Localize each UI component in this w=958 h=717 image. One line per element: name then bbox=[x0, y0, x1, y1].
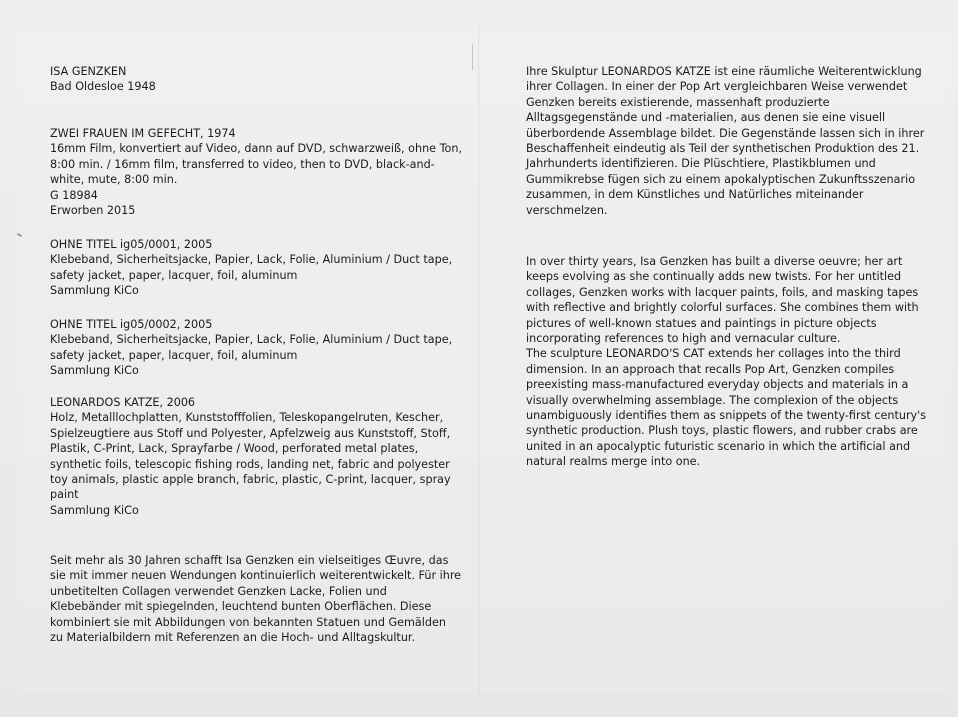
work-entry-zwei-frauen bbox=[50, 126, 463, 218]
paragraph-line: Jahrhunderts identifizieren. Die Plüschtiere, Plastikblumen und bbox=[526, 157, 876, 171]
paragraph-line: überbordende Assemblage bildet. Die Gegenstände lassen sich in ihrer bbox=[526, 126, 925, 140]
work-detail-line: safety jacket, paper, lacquer, foil, aluminum bbox=[50, 348, 298, 362]
paragraph-line: Gummikrebse fügen sich zu einem apokalyptischen Zukunftsszenario bbox=[526, 172, 916, 186]
work-detail-line: Holz, Metalllochplatten, Kunststofffolien, Teleskopangelruten, Kescher, bbox=[50, 411, 444, 425]
work-detail-line: Klebeband, Sicherheitsjacke, Papier, Lack, Folie, Aluminium / Duct tape, bbox=[50, 333, 453, 347]
paragraph-line: Beschaffenheit eindeutig als Teil der synthetischen Produktion des 21. bbox=[526, 142, 920, 156]
artist-block bbox=[50, 64, 450, 95]
work-detail-line: safety jacket, paper, lacquer, foil, aluminum bbox=[50, 268, 298, 282]
paragraph-line: Klebebänder mit spiegelnden, leuchtend bunten Oberflächen. Diese bbox=[50, 600, 432, 614]
work-collection: Sammlung KiCo bbox=[50, 284, 139, 298]
paragraph-line: zu Materialbildern mit Referenzen an die Hoch- und Alltagskultur. bbox=[50, 631, 416, 645]
paragraph-line: sie mit immer neuen Wendungen kontinuierlich weiterentwickelt. Für ihre bbox=[50, 569, 462, 583]
work-acquisition: Erworben 2015 bbox=[50, 204, 136, 218]
paragraph-line: zusammen, in dem Künstliches und Natürliches miteinander bbox=[526, 188, 864, 202]
work-title: ZWEI FRAUEN IM GEFECHT, 1974 bbox=[50, 127, 236, 140]
paragraph-line: dimension. In an approach that recalls Pop Art, Genzken compiles bbox=[526, 362, 895, 376]
panel-seam bbox=[478, 22, 479, 697]
paragraph-line: with reflective and brightly colorful surfaces. She combines them with bbox=[526, 301, 919, 315]
paragraph-line: ihrer Collagen. In einer der Pop Art vergleichbaren Weise verwendet bbox=[526, 80, 908, 94]
paragraph-line: natural realms merge into one. bbox=[526, 455, 701, 469]
english-paragraph bbox=[526, 254, 927, 470]
paragraph-line: united in an apocalyptic futuristic scenario in which the artificial and bbox=[526, 439, 911, 453]
paragraph-line: keeps evolving as she continually adds new twists. For her untitled bbox=[526, 270, 902, 284]
work-entry-ohne-titel-0002 bbox=[50, 317, 453, 379]
artist-birth: Bad Oldesloe 1948 bbox=[50, 80, 156, 94]
paragraph-line: Ihre Skulptur LEONARDOS KATZE ist eine räumliche Weiterentwicklung bbox=[526, 65, 922, 78]
paragraph-line: In over thirty years, Isa Genzken has built a diverse oeuvre; her art bbox=[526, 255, 903, 268]
paragraph-line: unbetitelten Collagen verwendet Genzken Lacke, Folien und bbox=[50, 584, 387, 598]
paragraph-line: visually overwhelming assemblage. The complexion of the objects bbox=[526, 393, 899, 407]
work-detail-line: white, mute, 8:00 min. bbox=[50, 173, 178, 187]
paragraph-line: Seit mehr als 30 Jahren schafft Isa Genzken ein vielseitiges Œuvre, das bbox=[50, 554, 449, 567]
work-collection: Sammlung KiCo bbox=[50, 364, 139, 378]
paragraph-line: collages, Genzken works with lacquer paints, foils, and masking tapes bbox=[526, 285, 919, 299]
paragraph-line: kombiniert sie mit Abbildungen von bekannten Statuen und Gemälden bbox=[50, 615, 446, 629]
paragraph-line: preexisting mass-manufactured everyday objects and materials in a bbox=[526, 378, 909, 392]
paragraph-line: verschmelzen. bbox=[526, 203, 608, 217]
german-sculpture-paragraph bbox=[526, 64, 925, 218]
work-entry-ohne-titel-0001 bbox=[50, 237, 453, 299]
artist-name: ISA GENZKEN bbox=[50, 65, 127, 78]
work-inventory-number: G 18984 bbox=[50, 188, 98, 202]
work-detail-line: 8:00 min. / 16mm film, transferred to video, then to DVD, black-and- bbox=[50, 157, 435, 171]
paragraph-line: synthetic production. Plush toys, plastic flowers, and rubber crabs are bbox=[526, 424, 918, 438]
work-detail-line: toy animals, plastic apple branch, fabric, plastic, C-print, lacquer, spray bbox=[50, 473, 451, 487]
work-entry-leonardos-katze bbox=[50, 395, 450, 518]
paragraph-line: incorporating references to high and vernacular culture. bbox=[526, 332, 841, 346]
paragraph-line: Alltagsgegenstände und -materialien, aus denen sie eine visuell bbox=[526, 111, 886, 125]
work-detail-line: 16mm Film, konvertiert auf Video, dann auf DVD, schwarzweiß, ohne Ton, bbox=[50, 142, 463, 156]
work-collection: Sammlung KiCo bbox=[50, 503, 139, 517]
work-detail-line: Spielzeugtiere aus Stoff und Polyester, Apfelzweig aus Kunststoff, Stoff, bbox=[50, 426, 451, 440]
work-title: OHNE TITEL ig05/0002, 2005 bbox=[50, 318, 213, 331]
wall-mark bbox=[472, 44, 473, 70]
work-detail-line: paint bbox=[50, 488, 79, 502]
work-detail-line: Klebeband, Sicherheitsjacke, Papier, Lack, Folie, Aluminium / Duct tape, bbox=[50, 253, 453, 267]
paragraph-line: pictures of well-known statues and paintings in picture objects bbox=[526, 316, 877, 330]
work-detail-line: Plastik, C-Print, Lack, Sprayfarbe / Wood, perforated metal plates, bbox=[50, 442, 419, 456]
work-detail-line: synthetic foils, telescopic fishing rods, landing net, fabric and polyester bbox=[50, 457, 450, 471]
german-intro-paragraph bbox=[50, 553, 462, 645]
paragraph-line: unambiguously identifies them as snippets of the twenty-first century's bbox=[526, 409, 927, 423]
work-title: LEONARDOS KATZE, 2006 bbox=[50, 396, 196, 409]
paragraph-line: The sculpture LEONARDO'S CAT extends her collages into the third bbox=[526, 347, 901, 361]
work-title: OHNE TITEL ig05/0001, 2005 bbox=[50, 238, 213, 251]
paragraph-line: Genzken bereits existierende, massenhaft produzierte bbox=[526, 95, 830, 109]
